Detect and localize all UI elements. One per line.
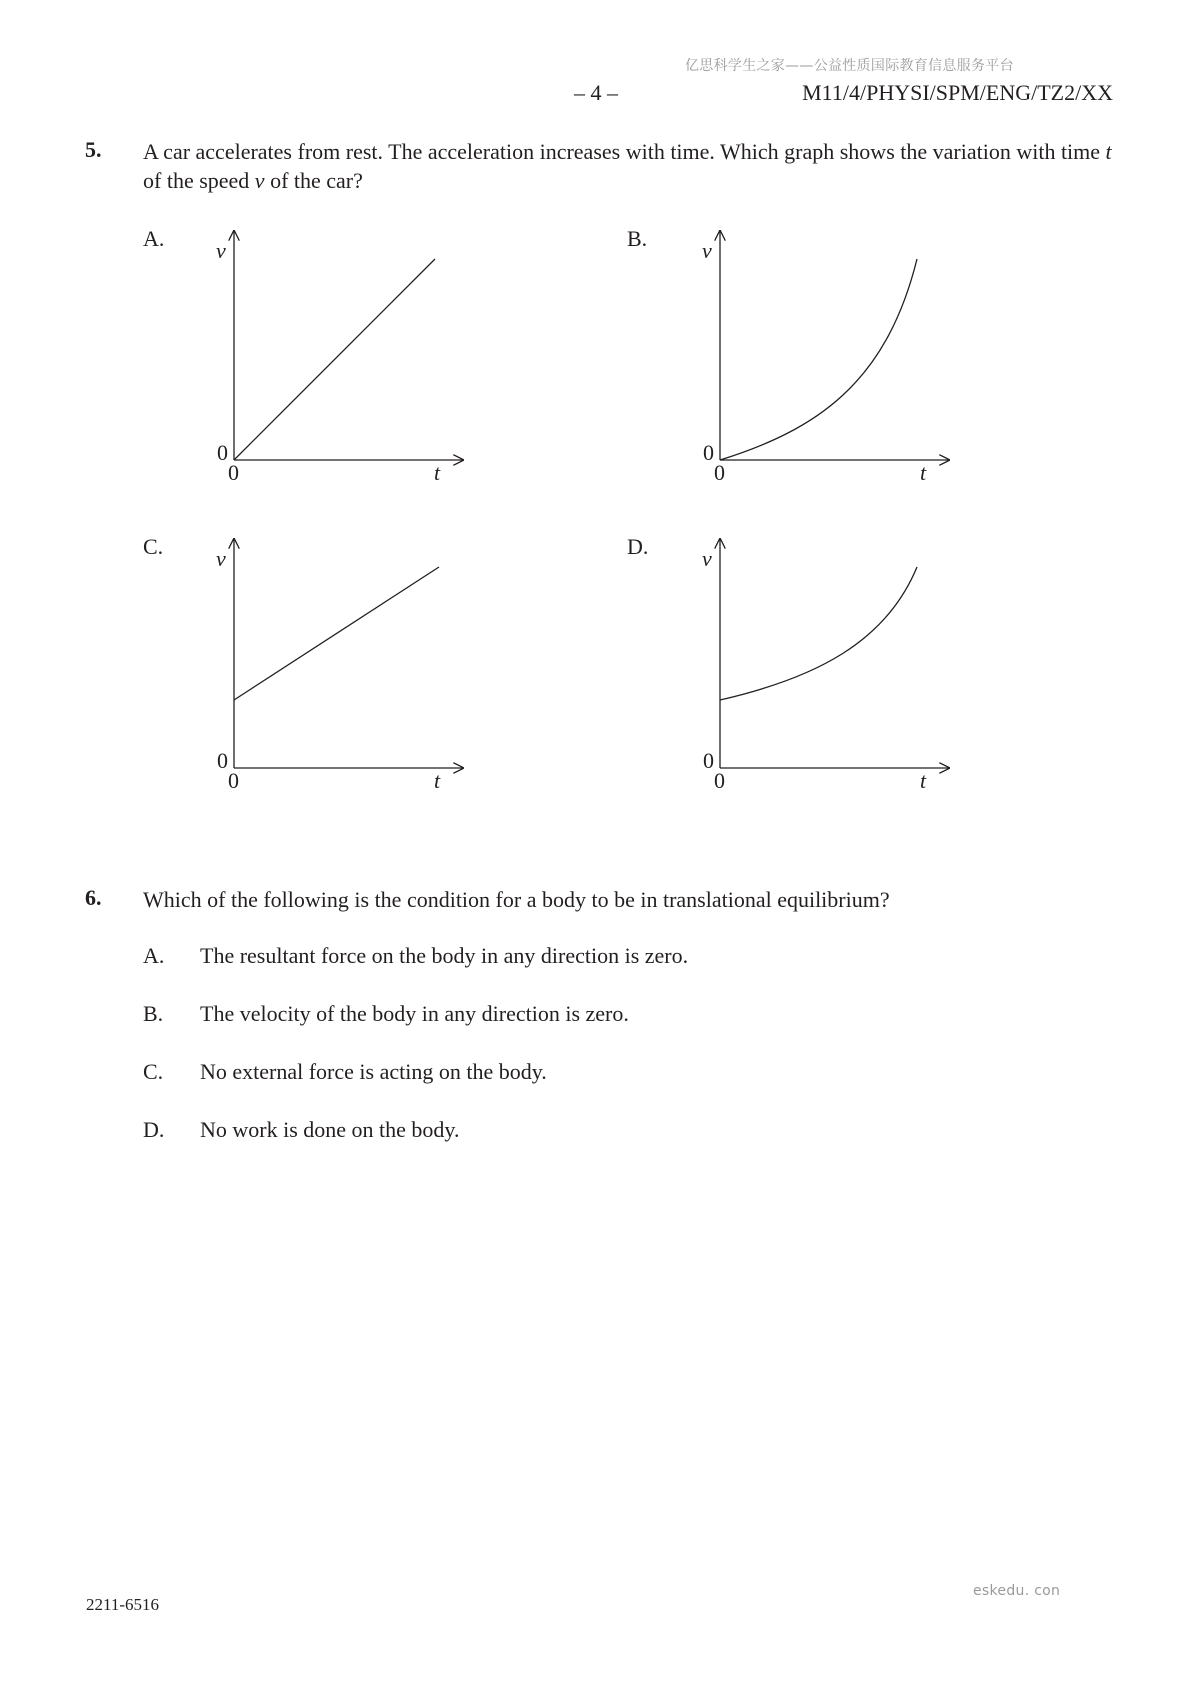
x-axis-label: t: [434, 460, 441, 485]
option-b-label: B.: [143, 1001, 164, 1026]
option-b-text: The velocity of the body in any direction is zero.: [200, 1001, 629, 1026]
origin-x-label: 0: [714, 460, 725, 485]
graph-c-label: C.: [143, 534, 164, 559]
graph-d-label: D.: [627, 534, 649, 559]
graph-a: [210, 224, 470, 484]
watermark-top: 亿思科学生之家——公益性质国际教育信息服务平台: [685, 58, 1014, 74]
velocity-curve: [720, 259, 917, 460]
graph-b: [696, 224, 956, 484]
question-5-number: 5.: [85, 137, 102, 162]
question-6-number: 6.: [85, 885, 102, 910]
origin-x-label: 0: [714, 768, 725, 793]
origin-y-label: 0: [217, 748, 228, 773]
origin-y-label: 0: [703, 440, 714, 465]
y-axis-label: v: [216, 546, 226, 571]
x-axis-label: t: [920, 460, 927, 485]
origin-x-label: 0: [228, 768, 239, 793]
question-6-text: Which of the following is the condition for a body to be in translational equilibrium?: [143, 887, 890, 912]
option-c-text: No external force is acting on the body.: [200, 1059, 547, 1084]
option-d-text: No work is done on the body.: [200, 1117, 460, 1142]
option-c-label: C.: [143, 1059, 164, 1084]
y-axis-label: v: [702, 546, 712, 571]
option-a-label: A.: [143, 943, 165, 968]
graph-b-label: B.: [627, 226, 648, 251]
option-a-text: The resultant force on the body in any direction is zero.: [200, 943, 689, 968]
paper-code: M11/4/PHYSI/SPM/ENG/TZ2/XX: [802, 80, 1113, 105]
origin-y-label: 0: [217, 440, 228, 465]
origin-x-label: 0: [228, 460, 239, 485]
y-axis-label: v: [702, 238, 712, 263]
x-axis-label: t: [434, 768, 441, 793]
graph-a-label: A.: [143, 226, 165, 251]
page-number: – 4 –: [574, 80, 618, 105]
graph-c: [210, 532, 470, 792]
question-5-text: [143, 137, 1118, 195]
x-axis-label: t: [920, 768, 927, 793]
question-5-text-c: of the car?: [264, 168, 363, 193]
variable-t: t: [1105, 139, 1112, 164]
option-d-label: D.: [143, 1117, 165, 1142]
variable-v: v: [254, 168, 265, 193]
graph-d: [696, 532, 956, 792]
y-axis-label: v: [216, 238, 226, 263]
origin-y-label: 0: [703, 748, 714, 773]
footer-code: 2211-6516: [86, 1595, 160, 1614]
watermark-bottom: eskedu. con: [973, 1583, 1061, 1599]
velocity-curve: [234, 567, 439, 700]
question-5-text-a: A car accelerates from rest. The acceleration increases with time. Which graph shows the variation with time: [143, 139, 1106, 164]
velocity-curve: [720, 567, 917, 700]
velocity-curve: [234, 259, 435, 460]
question-5-text-b: of the speed: [143, 168, 255, 193]
